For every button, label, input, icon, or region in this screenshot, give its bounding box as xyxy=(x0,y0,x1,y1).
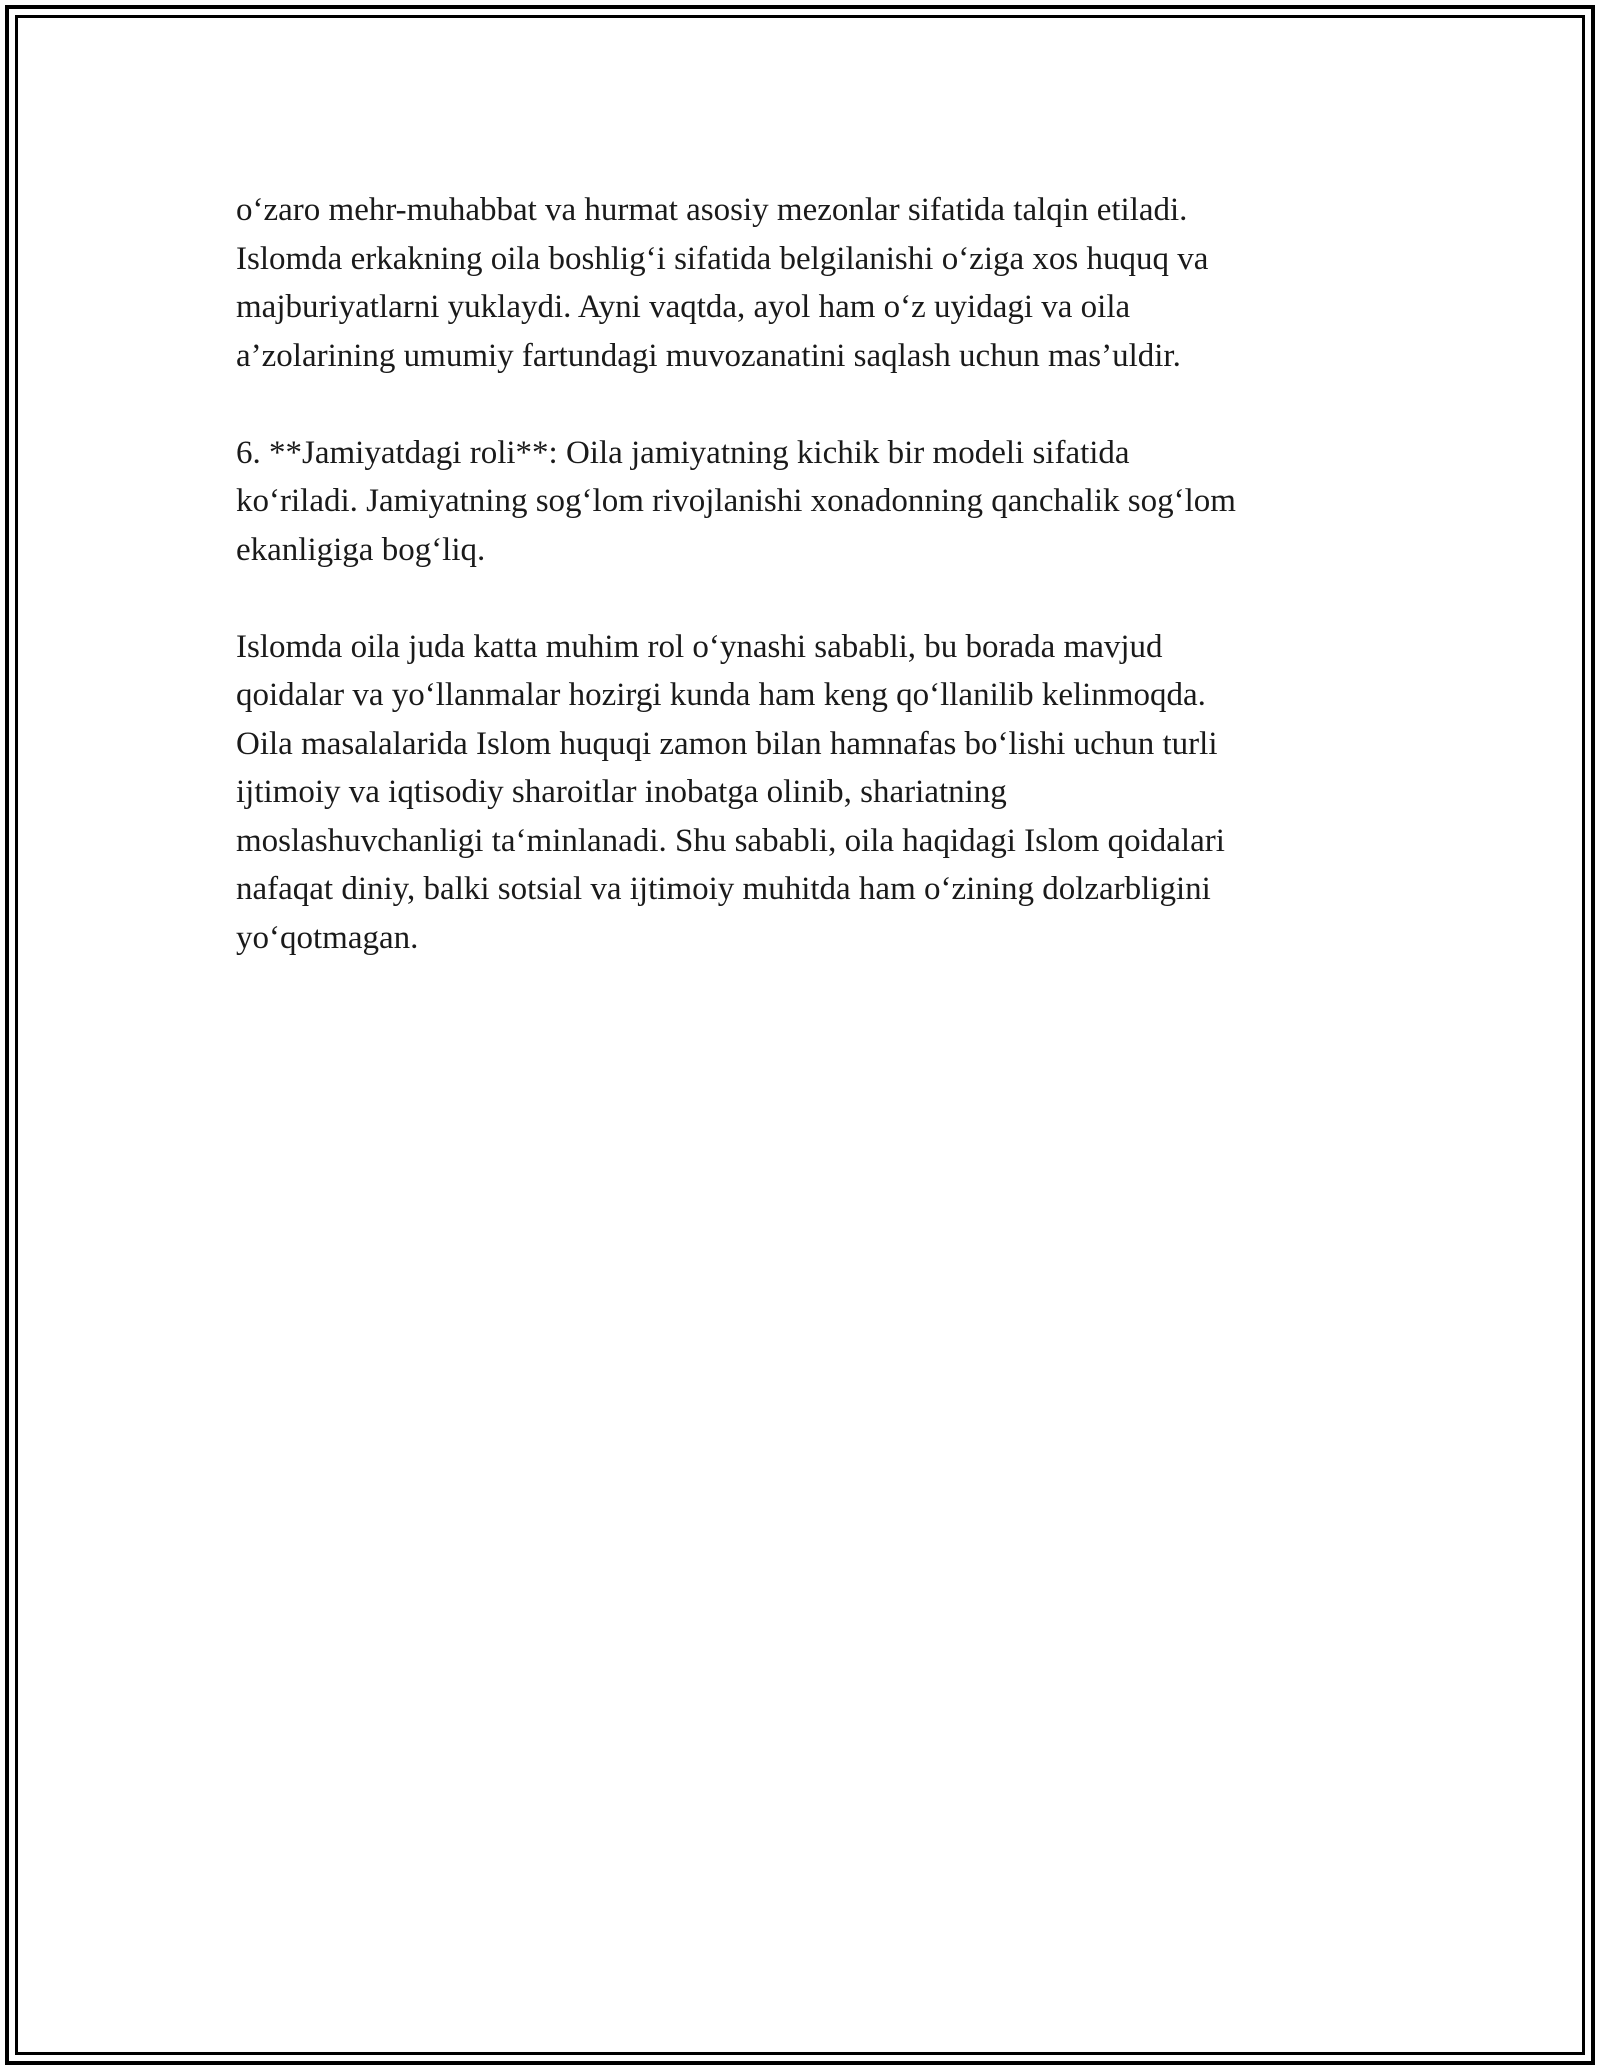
text-line: ekanligiga bog‘liq. xyxy=(236,531,486,568)
text-line: ijtimoiy va iqtisodiy sharoitlar inobatga olinib, shariatning xyxy=(236,774,1007,810)
text-line: 6. **Jamiyatdagi roli**: Oila jamiyatning kichik bir modeli sifatida xyxy=(236,434,1130,471)
text-line: yo‘qotmagan. xyxy=(236,919,419,956)
text-line: o‘zaro mehr-muhabbat va hurmat asosiy mezonlar sifatida talqin etiladi. xyxy=(236,192,1188,228)
text-line: qoidalar va yo‘llanmalar hozirgi kunda ham keng qo‘llanilib kelinmoqda. xyxy=(236,677,1206,713)
text-line: moslashuvchanligi ta‘minlanadi. Shu sababli, oila haqidagi Islom qoidalari xyxy=(236,822,1225,859)
text-line: majburiyatlarni yuklaydi. Ayni vaqtda, ayol ham o‘z uyidagi va oila xyxy=(236,289,1131,325)
text-line: Oila masalalarida Islom huquqi zamon bilan hamnafas bo‘lishi uchun turli xyxy=(236,725,1218,762)
document-body xyxy=(236,186,1366,1011)
text-line: ko‘riladi. Jamiyatning sog‘lom rivojlanishi xonadonning qanchalik sog‘lom xyxy=(236,483,1236,519)
text-line: Islomda oila juda katta muhim rol o‘ynashi sababli, bu borada mavjud xyxy=(236,628,1163,665)
text-line: nafaqat diniy, balki sotsial va ijtimoiy muhitda ham o‘zining dolzarbligini xyxy=(236,871,1211,907)
paragraph-marital-roles xyxy=(236,186,1366,380)
paragraph-conclusion xyxy=(236,623,1366,963)
paragraph-society-role xyxy=(236,429,1366,575)
text-line: a’zolarining umumiy fartundagi muvozanatini saqlash uchun mas’uldir. xyxy=(236,337,1181,374)
text-line: Islomda erkakning oila boshlig‘i sifatida belgilanishi o‘ziga xos huquq va xyxy=(236,240,1209,277)
